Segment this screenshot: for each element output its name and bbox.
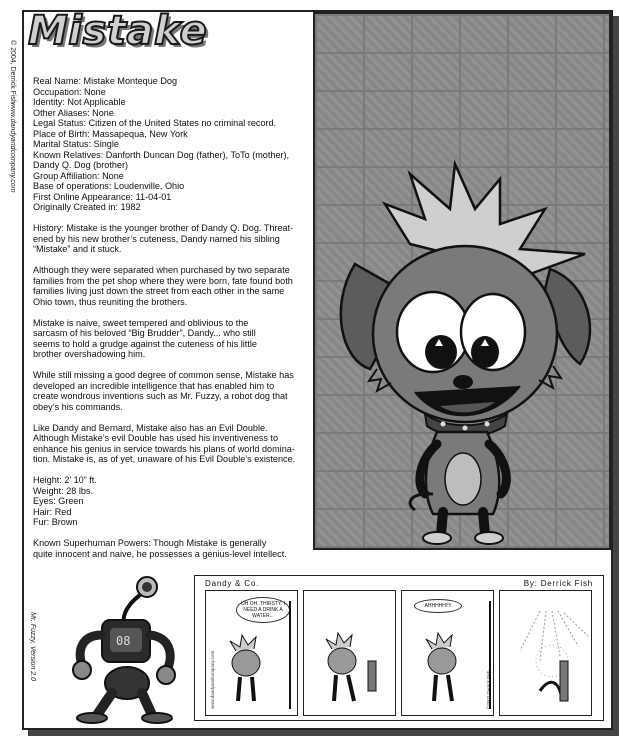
page-title: Mistake xyxy=(28,8,208,54)
bio-facts xyxy=(33,76,303,213)
bio-personality xyxy=(33,318,303,360)
mistake-character-illustration xyxy=(315,14,611,550)
bio-line: Height: 2’ 10” ft. xyxy=(33,475,97,485)
bio-line: families from the pet shop where they were born, fate found both xyxy=(33,275,293,286)
bio-line: Group Affiliation: None xyxy=(33,170,124,181)
comic-title: Dandy & Co. xyxy=(205,579,260,588)
bio-stats xyxy=(33,475,303,528)
character-bio xyxy=(33,76,303,559)
bio-line: Known Relatives: Danforth Duncan Dog (father), ToTo (mother), xyxy=(33,149,290,160)
panel-2-drawing xyxy=(304,591,396,716)
bio-line: brother overshadowing him. xyxy=(33,349,146,359)
comic-panel-4 xyxy=(499,590,592,716)
bio-line: Ohio town, thus reuniting the brothers. xyxy=(33,296,188,307)
panel-4-drawing xyxy=(500,591,592,716)
bio-line: quite innocent and naive, he possesses a genius-level intellect. xyxy=(33,548,287,559)
bio-line: Originally Created in: 1982 xyxy=(33,202,141,212)
bio-line: Known Superhuman Powers: Though Mistake is generally xyxy=(33,538,267,548)
bio-line: Although Mistake’s evil Double has used his inventiveness to xyxy=(33,433,278,443)
comic-panel-3 xyxy=(401,590,494,716)
speech-bubble: UH OH. THIRSTY. I NEED A DRINK A WATER... xyxy=(236,597,290,623)
bio-line: “Mistake” and it stuck. xyxy=(33,244,122,254)
mr-fuzzy-robot-illustration xyxy=(52,575,187,725)
bio-line: enhance his genius in service towards his plans of world domina- xyxy=(33,443,295,454)
comic-panel-2 xyxy=(303,590,396,716)
bio-line: Legal Status: Citizen of the United States no criminal record. xyxy=(33,118,277,128)
bio-line: tion. Mistake is, as of yet, unaware of his Evil Double’s existence. xyxy=(33,454,296,464)
bio-line: While still missing a good degree of common sense, Mistake has xyxy=(33,370,294,380)
bio-line: Although they were separated when purchased by two separate xyxy=(33,265,290,275)
bio-line: Eyes: Green xyxy=(33,496,84,506)
bio-powers xyxy=(33,538,303,559)
bio-line: Like Dandy and Bernard, Mistake also has an Evil Double. xyxy=(33,422,268,433)
bio-line: Hair: Red xyxy=(33,506,72,517)
bio-line: Dandy Q. Dog (brother) xyxy=(33,160,129,170)
bio-line: First Online Appearance: 11-04-01 xyxy=(33,191,172,202)
bio-line: Fur: Brown xyxy=(33,517,78,527)
bio-line: families living just down the street from each other in the same xyxy=(33,286,285,296)
bio-line: Weight: 28 lbs. xyxy=(33,485,93,496)
bio-line: create wondrous inventions such as Mr. Fuzzy, a robot dog that xyxy=(33,391,288,401)
bio-line: Marital Status: Single xyxy=(33,139,119,149)
bio-line: sarcasm of his beloved “Big Brudder”, Dandy... who still xyxy=(33,328,256,338)
bio-line: seems to hold a grudge against the cuteness of his little xyxy=(33,338,257,349)
bio-history xyxy=(33,223,303,255)
bio-line: History: Mistake is the younger brother of Dandy Q. Dog. Threat- xyxy=(33,223,294,233)
speech-bubble: AHHHHH!!!! xyxy=(414,599,462,613)
copyright-text: © 2004, Derrick Fish xyxy=(9,40,16,104)
bio-evil-double xyxy=(33,423,303,465)
website-text: www.dandyandcompany.com xyxy=(9,102,16,193)
bio-line: developed an incredible intelligence that has enabled him to xyxy=(33,380,275,391)
bio-intelligence xyxy=(33,370,303,412)
bio-line: ened by his new brother’s cuteness, Dandy named his sibling xyxy=(33,233,280,244)
bio-separation xyxy=(33,265,303,307)
bio-line: Base of operations: Loudenville, Ohio xyxy=(33,181,185,191)
panel-1-drawing xyxy=(206,591,298,716)
bio-line: Mistake is naive, sweet tempered and oblivious to the xyxy=(33,317,249,328)
bio-line: Occupation: None xyxy=(33,86,106,97)
panel-credit: www.dandyandcompany.com xyxy=(210,650,215,709)
bio-line: obey’s his commands. xyxy=(33,401,123,412)
panel-credit: ©2002 Derrick Fish xyxy=(486,670,491,709)
comic-panel-1 xyxy=(205,590,298,716)
bio-line: Real Name: Mistake Monteque Dog xyxy=(33,76,178,86)
bio-line: Place of Birth: Massapequa, New York xyxy=(33,128,188,139)
character-art-panel xyxy=(313,12,611,550)
comic-byline: By: Derrick Fish xyxy=(523,579,593,588)
panel-3-drawing xyxy=(402,591,494,716)
svg-text:08: 08 xyxy=(116,634,131,648)
bio-line: Other Aliases: None xyxy=(33,107,114,118)
bio-line: Identity: Not Applicable xyxy=(33,97,126,107)
robot-caption: Mr. Fuzzy, Version 2.0 xyxy=(29,612,36,681)
comic-strip xyxy=(194,575,604,721)
